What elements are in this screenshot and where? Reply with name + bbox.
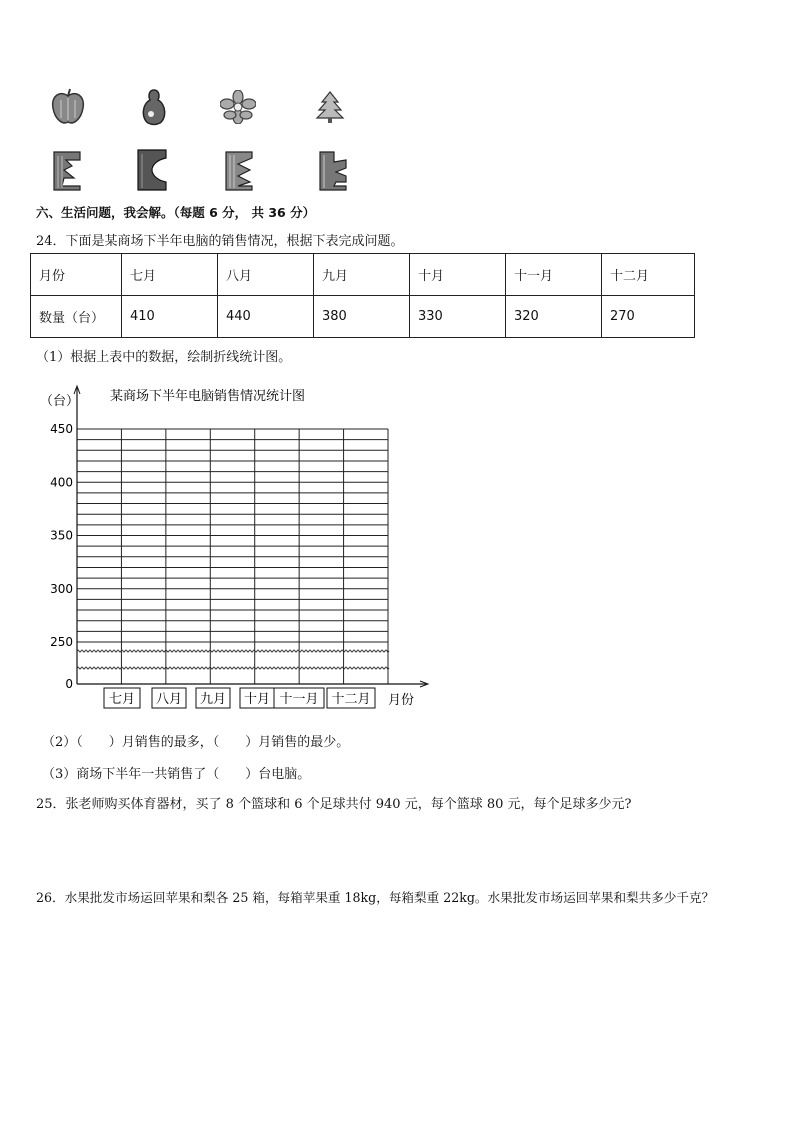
x-tick-label: 八月 <box>155 692 183 707</box>
line-chart-grid <box>30 380 450 715</box>
y-tick-label: 300 <box>50 581 73 596</box>
sales-table <box>30 253 695 338</box>
table-cell: 330 <box>410 296 506 338</box>
x-tick-label: 七月 <box>108 692 136 707</box>
x-tick-label: 十二月 <box>331 692 371 707</box>
y-tick-label: 400 <box>50 475 73 490</box>
cut-paper-2-icon <box>136 148 168 192</box>
tree-icon <box>314 90 346 124</box>
table-cell: 380 <box>314 296 410 338</box>
y-tick-label: 450 <box>50 422 73 436</box>
table-cell: 七月 <box>122 254 218 296</box>
table-cell: 320 <box>506 296 602 338</box>
axis-break-wave <box>77 667 389 669</box>
table-cell: 270 <box>602 296 695 338</box>
cut-paper-1-icon <box>52 150 82 192</box>
table-cell: 九月 <box>314 254 410 296</box>
x-tick-label: 十一月 <box>279 692 319 707</box>
question-24-stem: 24．下面是某商场下半年电脑的销售情况，根据下表完成问题。 <box>36 234 404 249</box>
chart-title: 某商场下半年电脑销售情况统计图 <box>110 389 306 404</box>
question-26: 26．水果批发市场运回苹果和梨各 25 箱，每箱苹果重 18kg，每箱梨重 22kg。水果批发市场运回苹果和梨共多少千克？ <box>36 890 715 905</box>
x-axis-label: 月份 <box>388 693 415 708</box>
gourd-icon <box>138 88 170 126</box>
question-24-part-3: （3）商场下半年一共销售了（ ）台电脑。 <box>42 767 311 782</box>
table-cell: 八月 <box>218 254 314 296</box>
table-row <box>31 296 695 338</box>
cut-paper-4-icon <box>318 150 348 192</box>
x-tick-label: 九月 <box>199 692 227 707</box>
table-cell: 数量（台） <box>31 296 122 338</box>
table-cell: 月份 <box>31 254 122 296</box>
question-24-part-2: （2）（ ）月销售的最多，（ ）月销售的最少。 <box>42 735 350 750</box>
question-25: 25．张老师购买体育器材，买了 8 个篮球和 6 个足球共付 940 元，每个篮球 80 元，每个足球多少元? <box>36 797 632 812</box>
y-tick-label: 250 <box>50 635 73 649</box>
question-24-part-1: （1）根据上表中的数据，绘制折线统计图。 <box>36 350 292 365</box>
y-tick-label: 0 <box>65 677 73 691</box>
axis-break-wave <box>77 650 389 652</box>
apple-icon <box>50 88 86 126</box>
x-tick-label: 十月 <box>243 692 271 707</box>
table-header-row <box>31 254 695 296</box>
table-cell: 十二月 <box>602 254 695 296</box>
table-cell: 十一月 <box>506 254 602 296</box>
section-title: 六、生活问题，我会解。（每题 6 分， 共 36 分） <box>36 205 316 220</box>
table-cell: 440 <box>218 296 314 338</box>
y-axis-label: （台） <box>40 394 80 409</box>
y-tick-label: 350 <box>50 528 73 543</box>
flower-icon <box>220 90 256 124</box>
table-cell: 410 <box>122 296 218 338</box>
cut-paper-3-icon <box>224 150 254 192</box>
table-cell: 十月 <box>410 254 506 296</box>
